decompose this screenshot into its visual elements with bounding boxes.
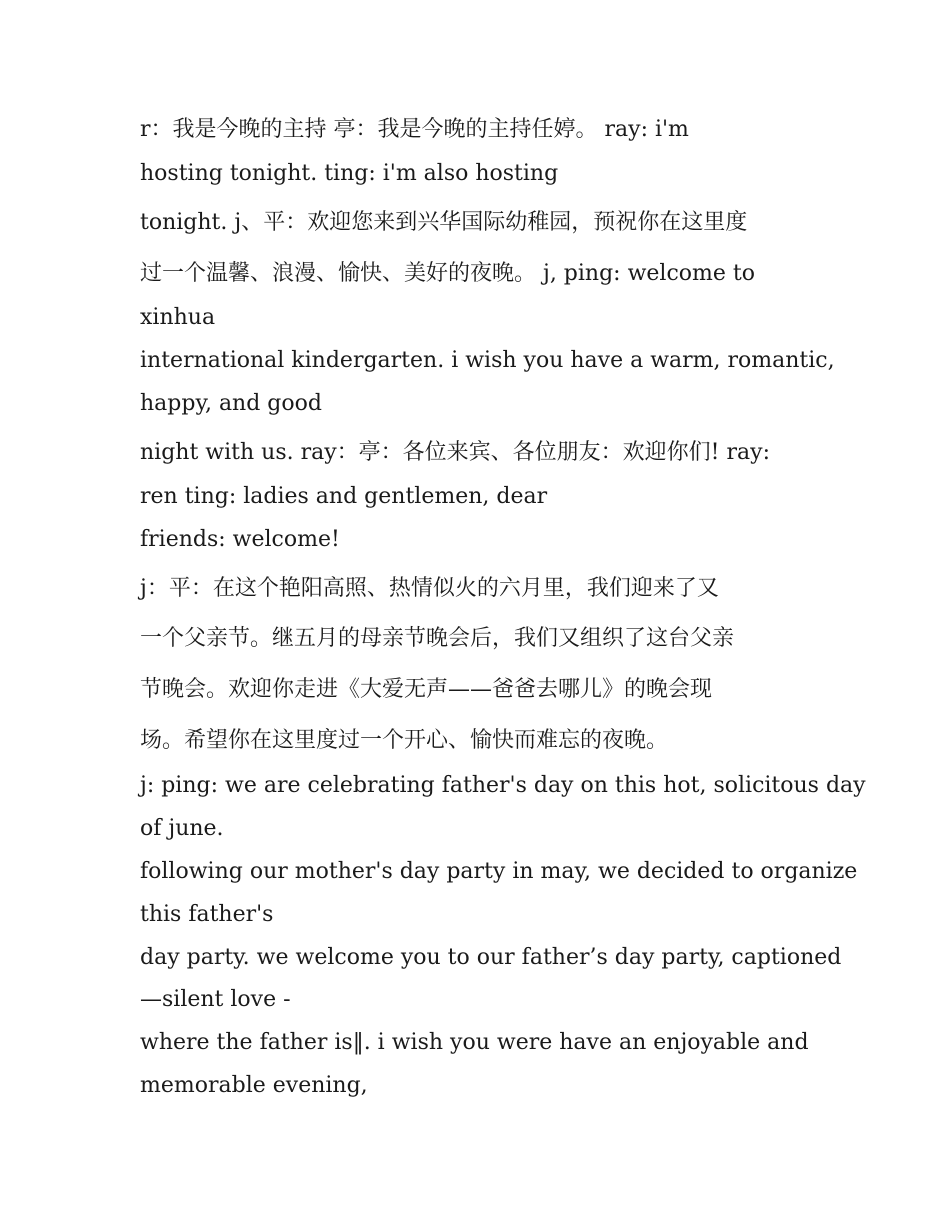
text-line: —silent love - (140, 987, 291, 1012)
text-line: memorable evening, (140, 1073, 368, 1098)
text-line: xinhua (140, 305, 216, 330)
text-line: 节晚会。欢迎你走进《大爱无声——爸爸去哪儿》的晚会现 (140, 677, 713, 702)
text-line: j: ping: we are celebrating father's day on this hot, solicitous day (140, 773, 866, 798)
text-line: where the father is‖. i wish you were have an enjoyable and (140, 1030, 809, 1055)
text-line: day party. we welcome you to our father’s day party, captioned (140, 945, 842, 970)
text-line: 一个父亲节。继五月的母亲节晚会后，我们又组织了这台父亲 (140, 626, 735, 651)
text-line: friends: welcome! (140, 527, 340, 552)
text-line: r：我是今晚的主持 亭：我是今晚的主持任婷。 ray: i'm (140, 117, 689, 142)
text-line: night with us. ray：亭：各位来宾、各位朋友：欢迎你们! ray: (140, 440, 770, 465)
text-line: ren ting: ladies and gentlemen, dear (140, 484, 548, 509)
text-line: 过一个温馨、浪漫、愉快、美好的夜晚。 j, ping: welcome to (140, 261, 755, 286)
text-line: following our mother's day party in may, we decided to organize (140, 859, 858, 884)
text-line: hosting tonight. ting: i'm also hosting (140, 161, 559, 186)
text-line: tonight. j、平：欢迎您来到兴华国际幼稚园，预祝你在这里度 (140, 210, 748, 235)
text-line: happy, and good (140, 391, 322, 416)
text-line: international kindergarten. i wish you have a warm, romantic, (140, 348, 835, 373)
text-line: this father's (140, 902, 274, 927)
text-line: of june. (140, 816, 224, 841)
text-line: 场。希望你在这里度过一个开心、愉快而难忘的夜晚。 (140, 728, 669, 753)
text-line: j：平：在这个艳阳高照、热情似火的六月里，我们迎来了又 (140, 576, 719, 601)
